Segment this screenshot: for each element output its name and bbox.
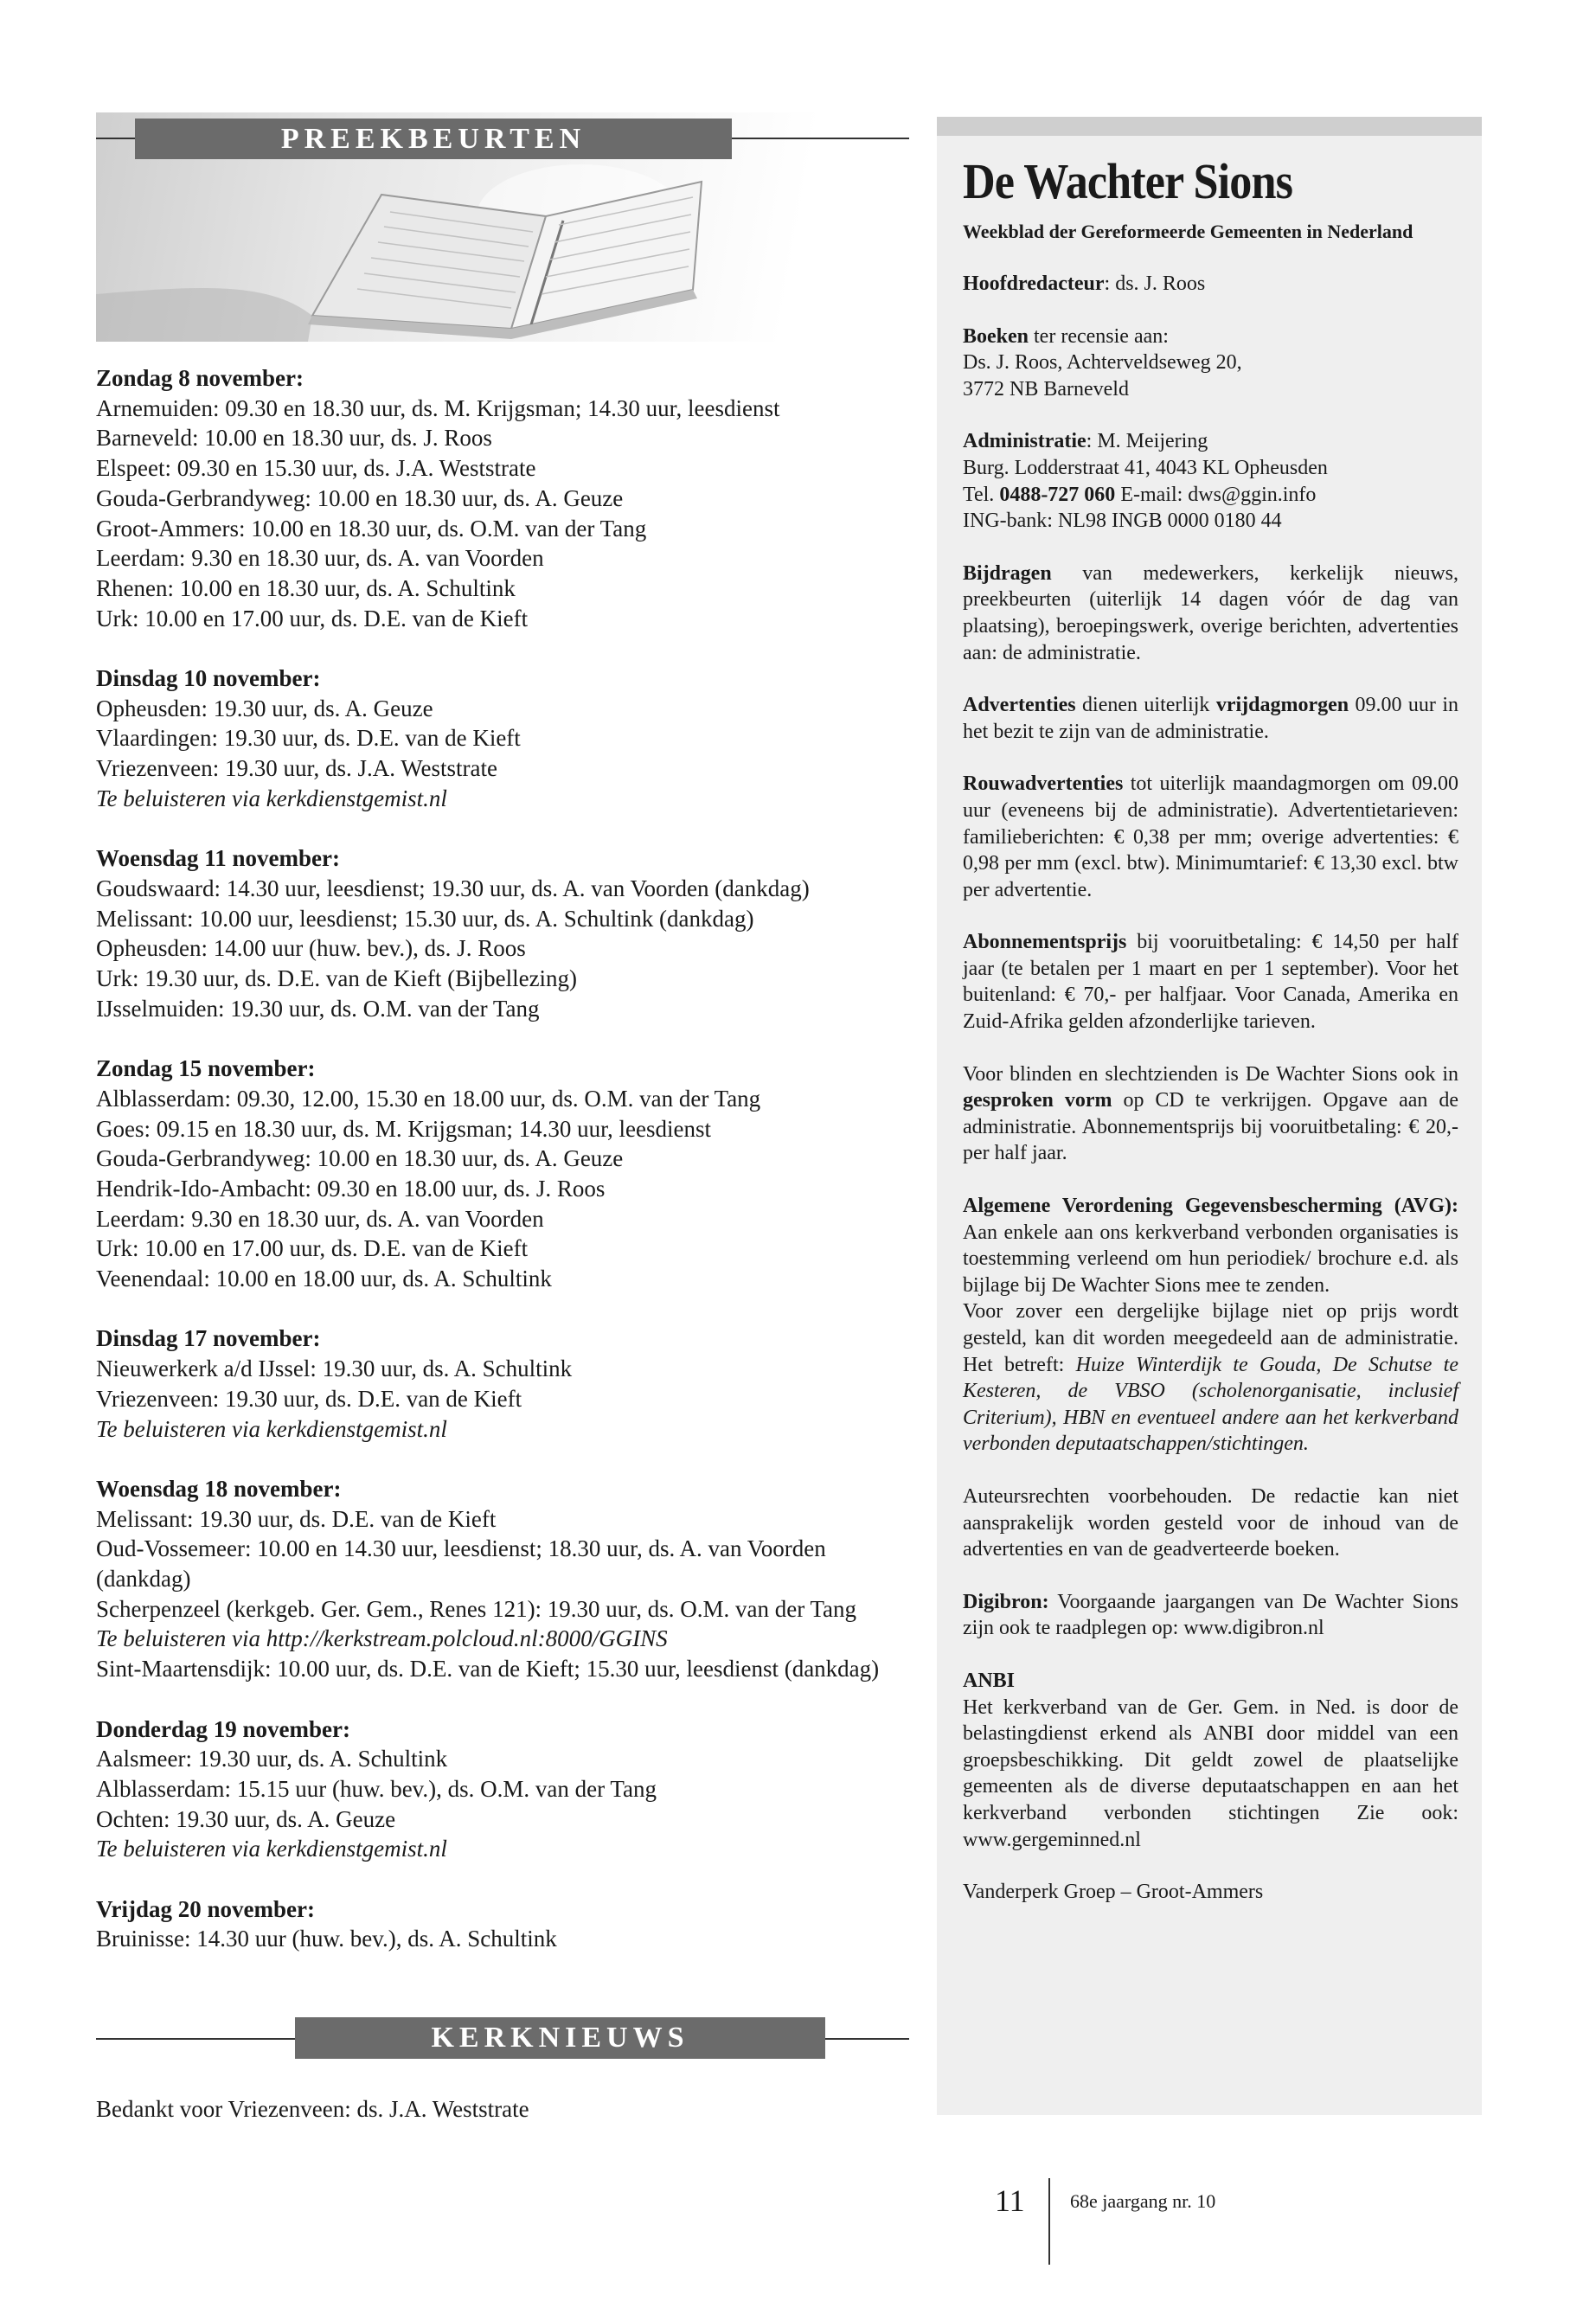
day-title: Zondag 8 november:	[96, 365, 304, 391]
digibron: Digibron: Voorgaande jaargangen van De Wachter Sions zijn ook te raadplegen op: www.digibron.nl	[963, 1590, 1458, 1640]
service-line: Melissant: 10.00 uur, leesdienst; 15.30 uur, ds. A. Schultink (dankdag)	[96, 905, 754, 932]
service-line: Urk: 10.00 en 17.00 uur, ds. D.E. van de Kieft	[96, 605, 529, 631]
service-line: Groot-Ammers: 10.00 en 18.30 uur, ds. O.M. van der Tang	[96, 515, 647, 542]
auteursrechten: Auteursrechten voorbehouden. De redactie kan niet aansprakelijk worden gesteld voor de inhoud van de advertenties en van de geadverteerde boeken.	[963, 1484, 1458, 1561]
stream-note: Te beluisteren via kerkdienstgemist.nl	[96, 1415, 447, 1442]
service-line: Gouda-Gerbrandyweg: 10.00 en 18.30 uur, ds. A. Geuze	[96, 484, 624, 511]
service-line: Rhenen: 10.00 en 18.30 uur, ds. A. Schultink	[96, 574, 516, 601]
boeken: Boeken ter recensie aan: Ds. J. Roos, Achterveldseweg 20, 3772 NB Barneveld	[963, 324, 1242, 401]
day-title: Woensdag 18 november:	[96, 1475, 342, 1502]
day-title: Donderdag 19 november:	[96, 1715, 350, 1742]
service-line: Sint-Maartensdijk: 10.00 uur, ds. D.E. van de Kieft; 15.30 uur, leesdienst (dankdag)	[96, 1656, 880, 1682]
hoofdredacteur: Hoofdredacteur: ds. J. Roos	[963, 272, 1206, 295]
day-block	[96, 1054, 909, 1294]
service-line: Elspeet: 09.30 en 15.30 uur, ds. J.A. Weststrate	[96, 455, 536, 482]
stream-note: Te beluisteren via http://kerkstream.polcloud.nl:8000/GGINS	[96, 1625, 668, 1652]
service-line: Barneveld: 10.00 en 18.30 uur, ds. J. Roos	[96, 425, 492, 452]
service-line: Opheusden: 14.00 uur (huw. bev.), ds. J. Roos	[96, 935, 526, 962]
stream-note: Te beluisteren via kerkdienstgemist.nl	[96, 1836, 447, 1862]
day-block	[96, 843, 909, 1023]
service-line: Alblasserdam: 15.15 uur (huw. bev.), ds. O.M. van der Tang	[96, 1775, 657, 1802]
service-line: Ochten: 19.30 uur, ds. A. Geuze	[96, 1805, 396, 1832]
day-block	[96, 1324, 909, 1444]
blinden-info: Voor blinden en slechtzienden is De Wachter Sions ook in gesproken vorm op CD te verkrijgen. Opgave aan de administratie. Abonnementsprijs bij vooruitbetaling: € 20,- per half jaar.	[963, 1062, 1458, 1165]
colophon-box	[937, 117, 1482, 2115]
service-line: Urk: 19.30 uur, ds. D.E. van de Kieft (Bijbellezing)	[96, 965, 578, 992]
day-title: Zondag 15 november:	[96, 1055, 316, 1082]
service-line: Opheusden: 19.30 uur, ds. A. Geuze	[96, 695, 433, 721]
service-line: Nieuwerkerk a/d IJssel: 19.30 uur, ds. A. Schultink	[96, 1356, 573, 1382]
service-line: Oud-Vossemeer: 10.00 en 14.30 uur, leesdienst; 18.30 uur, ds. A. van Voorden (dankdag)	[96, 1535, 826, 1593]
service-line: Vriezenveen: 19.30 uur, ds. D.E. van de Kieft	[96, 1385, 522, 1412]
day-title: Vrijdag 20 november:	[96, 1895, 315, 1922]
day-block	[96, 1474, 909, 1684]
day-title: Dinsdag 17 november:	[96, 1325, 321, 1352]
preekbeurten-header	[96, 112, 909, 342]
colophon-topbar	[937, 117, 1482, 136]
magazine-title: De Wachter Sions	[963, 153, 1293, 209]
service-line: Scherpenzeel (kerkgeb. Ger. Gem., Renes 121): 19.30 uur, ds. O.M. van der Tang	[96, 1595, 857, 1622]
service-line: Leerdam: 9.30 en 18.30 uur, ds. A. van Voorden	[96, 1205, 544, 1232]
kerknieuws-banner: KERKNIEUWS	[295, 2017, 825, 2059]
day-block	[96, 1894, 909, 1954]
administratie: Administratie: M. Meijering Burg. Lodderstraat 41, 4043 KL Opheusden Tel. 0488-727 060 E-mail: dws@ggin.info ING-bank: NL98 INGB 0000 0180 44	[963, 430, 1328, 533]
service-line: Urk: 10.00 en 17.00 uur, ds. D.E. van de Kieft	[96, 1235, 529, 1262]
service-line: Vriezenveen: 19.30 uur, ds. J.A. Weststrate	[96, 755, 498, 782]
avg-info: Algemene Verordening Gegevensbescherming (AVG): Aan enkele aan ons kerkverband verbonden organisaties is toestemming verleend om hun periodiek/ brochure e.d. als bijlage bij De Wachter Sions mee te zenden. Voor zover een dergelijke bijlage niet op prijs wordt gesteld, kan dit worden meegedeeld aan de administratie. Het betreft: Huize Winterdijk te Gouda, De Schutse te Kesteren, de VBSO (scholenorganisatie, inclusief Criterium), HBN en eventueel andere aan het kerkverband verbonden deputaatschappen/stichtingen.	[963, 1195, 1458, 1456]
service-line: Leerdam: 9.30 en 18.30 uur, ds. A. van Voorden	[96, 545, 544, 572]
issue-info: 68e jaargang nr. 10	[1070, 2190, 1216, 2212]
preekbeurten-list	[96, 363, 909, 1984]
day-title: Dinsdag 10 november:	[96, 665, 321, 692]
stream-note: Te beluisteren via kerkdienstgemist.nl	[96, 785, 447, 811]
kerknieuws-text: Bedankt voor Vriezenveen: ds. J.A. Weststrate	[96, 2096, 529, 2122]
day-title: Woensdag 11 november:	[96, 845, 341, 872]
service-line: Gouda-Gerbrandyweg: 10.00 en 18.30 uur, ds. A. Geuze	[96, 1145, 624, 1172]
footer-divider	[1048, 2178, 1050, 2265]
drukker: Vanderperk Groep – Groot-Ammers	[963, 1881, 1264, 1904]
kerknieuws-header	[96, 2017, 909, 2059]
magazine-subtitle: Weekblad der Gereformeerde Gemeenten in Nederland	[963, 221, 1413, 242]
service-line: Vlaardingen: 19.30 uur, ds. D.E. van de Kieft	[96, 725, 521, 752]
service-line: Goes: 09.15 en 18.30 uur, ds. M. Krijgsman; 14.30 uur, leesdienst	[96, 1115, 712, 1142]
anbi: ANBI Het kerkverband van de Ger. Gem. in Ned. is door de belastingdienst erkend als ANBI door middel van een groepsbeschikking. Dit geldt zowel de plaatselijke gemeenten als de diverse deputaatschappen en aan het kerkverband verbonden stichtingen Zie ook: www.gergeminned.nl	[963, 1669, 1458, 1851]
day-block	[96, 1715, 909, 1865]
service-line: Veenendaal: 10.00 en 18.00 uur, ds. A. Schultink	[96, 1266, 552, 1292]
abonnementsprijs: Abonnementsprijs bij vooruitbetaling: € 14,50 per half jaar (te betalen per 1 maart en per 1 september). Voor het buitenland: € 70,- per halfjaar. Voor Canada, Amerika en Zuid-Afrika gelden afzonderlijke tarieven.	[963, 931, 1458, 1034]
service-line: Alblasserdam: 09.30, 12.00, 15.30 en 18.00 uur, ds. O.M. van der Tang	[96, 1085, 761, 1112]
service-line: Arnemuiden: 09.30 en 18.30 uur, ds. M. Krijgsman; 14.30 uur, leesdienst	[96, 394, 780, 421]
day-block	[96, 363, 909, 633]
service-line: Aalsmeer: 19.30 uur, ds. A. Schultink	[96, 1746, 448, 1772]
service-line: Goudswaard: 14.30 uur, leesdienst; 19.30 uur, ds. A. van Voorden (dankdag)	[96, 875, 810, 901]
bijdragen: Bijdragen van medewerkers, kerkelijk nieuws, preekbeurten (uiterlijk 14 dagen vóór de dag van plaatsing), beroepingswerk, overige berichten, advertenties aan: de administratie.	[963, 561, 1458, 664]
page-number: 11	[995, 2183, 1025, 2218]
preekbeurten-banner: PREEKBEURTEN	[135, 119, 732, 159]
service-line: Bruinisse: 14.30 uur (huw. bev.), ds. A. Schultink	[96, 1926, 557, 1952]
rouwadvertenties: Rouwadvertenties tot uiterlijk maandagmorgen om 09.00 uur (eveneens bij de administratie). Advertentietarieven: familieberichten: € 0,38 per mm; overige advertenties: € 0,98 per mm (excl. btw). Minimumtarief: € 13,30 excl. btw per advertentie.	[963, 772, 1458, 901]
service-line: IJsselmuiden: 19.30 uur, ds. O.M. van der Tang	[96, 995, 540, 1022]
service-line: Hendrik-Ido-Ambacht: 09.30 en 18.00 uur, ds. J. Roos	[96, 1175, 606, 1202]
day-block	[96, 663, 909, 814]
service-line: Melissant: 19.30 uur, ds. D.E. van de Kieft	[96, 1505, 497, 1532]
advertenties: Advertenties dienen uiterlijk vrijdagmorgen 09.00 uur in het bezit te zijn van de administratie.	[963, 694, 1458, 743]
